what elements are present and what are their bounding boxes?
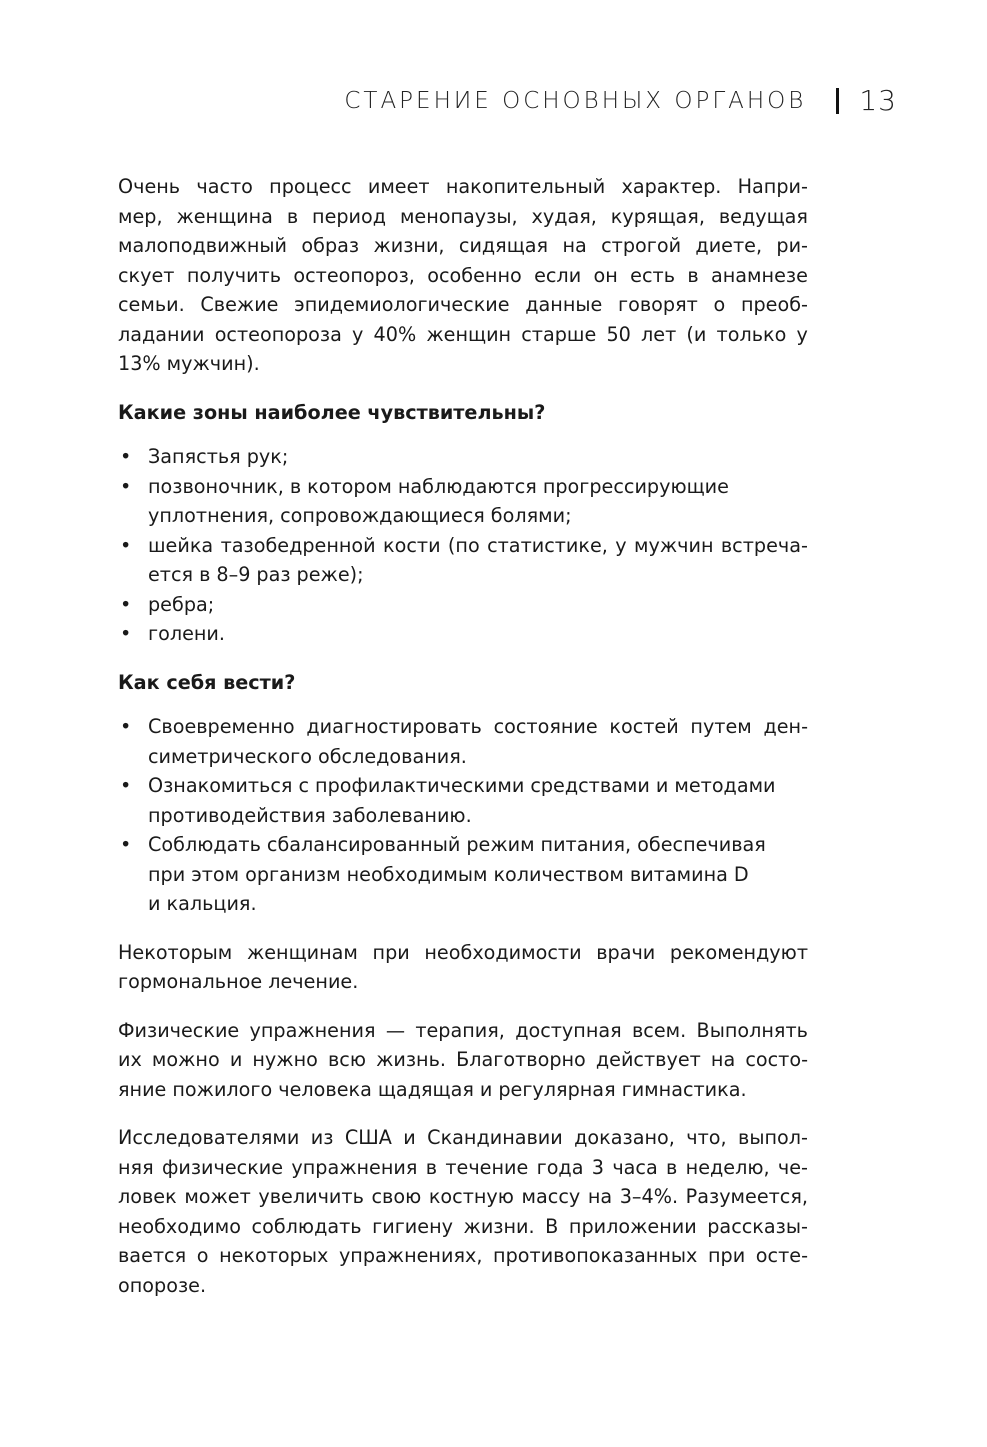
word: курящая, (610, 204, 705, 228)
word: соблюдать (251, 1214, 362, 1238)
word: рук; (246, 445, 289, 468)
word: жизни. (463, 1214, 535, 1238)
chapter-title: СТАРЕНИЕ ОСНОВНЫХ ОРГАНОВ (344, 87, 807, 114)
running-header (344, 84, 897, 117)
bullet-icon: • (120, 474, 132, 498)
word: можно (151, 1048, 220, 1071)
paragraph-osteoporosis-risk (118, 172, 808, 379)
list-item (118, 472, 808, 531)
word: диагностировать (306, 715, 482, 738)
word: нужно (252, 1048, 318, 1071)
word: в (199, 563, 211, 586)
word: гимнастика. (621, 1077, 747, 1101)
word: 50 (606, 322, 631, 346)
word: часто (196, 175, 253, 198)
list-item (118, 619, 808, 649)
list-item (118, 590, 808, 620)
word: костную (428, 1185, 514, 1208)
text-line (118, 1075, 808, 1105)
text-line (118, 231, 808, 261)
word: Скандинавии (427, 1126, 563, 1149)
word: на (587, 1185, 613, 1208)
text-line (118, 290, 808, 320)
word: США (344, 1126, 392, 1149)
word: жизни, (373, 234, 445, 257)
word: состо- (745, 1048, 808, 1071)
word: при (708, 1244, 746, 1267)
text-line (148, 531, 808, 561)
text-line (118, 1045, 808, 1075)
word: врачи (596, 940, 656, 964)
text-line (148, 860, 808, 890)
word: строгой (601, 234, 682, 257)
word: и (229, 1048, 243, 1071)
word: заболеванию. (331, 803, 472, 827)
word: котором (307, 474, 392, 498)
word: приложении (568, 1214, 697, 1238)
word: Выполнять (696, 1018, 808, 1042)
word: упражнениях, (338, 1244, 483, 1267)
list-item-text (148, 590, 808, 620)
word: только (716, 322, 787, 346)
bullet-icon: • (120, 533, 132, 557)
word: данные (525, 293, 603, 316)
word: (и (686, 322, 707, 346)
word: накопительный (445, 175, 606, 198)
text-line (118, 1016, 808, 1046)
word: раз (256, 563, 291, 586)
word: опорозе. (118, 1273, 207, 1297)
heading-sensitive-zones: Какие зоны наиболее чувствительны? (118, 400, 546, 424)
word: 3 (591, 1155, 604, 1179)
word: симетрического (148, 744, 312, 768)
word: щадящая (377, 1077, 474, 1101)
word: Физические (118, 1018, 240, 1042)
word: яние (118, 1077, 167, 1101)
word: состояние (493, 715, 598, 738)
word: семьи. (118, 293, 185, 316)
word: Свежие (200, 293, 279, 316)
word: ладании (118, 322, 205, 346)
word: анамнезе (711, 263, 808, 287)
text-line (148, 771, 808, 801)
text-line (118, 1153, 808, 1183)
word: 40% (373, 322, 417, 346)
word: болями; (490, 504, 572, 527)
word: осте- (755, 1244, 808, 1267)
word: количеством (493, 862, 624, 886)
word: прогрессирующие (542, 474, 729, 498)
word: о (196, 1244, 209, 1267)
word: упражнения (291, 1155, 418, 1179)
word: Напри- (737, 175, 808, 198)
text-line (148, 712, 808, 742)
word: в (425, 1155, 438, 1179)
word: пожилого (172, 1077, 273, 1101)
word: менопаузы, (399, 204, 518, 228)
word: что, (686, 1126, 727, 1149)
word: питания, (540, 833, 632, 856)
text-line (118, 349, 808, 379)
word: че- (777, 1155, 808, 1179)
word: Некоторым (118, 940, 233, 964)
list-item-text (148, 712, 808, 771)
text-line (118, 1241, 808, 1271)
list-item-text (148, 619, 808, 649)
text-line (118, 172, 808, 202)
word: старше (521, 322, 597, 346)
paragraph-physical-exercise (118, 1016, 808, 1105)
word: свою (371, 1185, 422, 1208)
list-recommendations (118, 712, 808, 919)
word: женщина (176, 204, 273, 228)
word: и (403, 1126, 416, 1149)
word: 8–9 (216, 563, 251, 586)
word: доступная (515, 1018, 622, 1042)
text-line (148, 830, 808, 860)
word: регулярная (498, 1077, 616, 1101)
list-item (118, 830, 808, 919)
word: кости (383, 533, 441, 557)
word: шейка (148, 533, 214, 557)
word: рассказы- (707, 1214, 808, 1238)
word: необходимости (424, 940, 582, 964)
word: при (148, 862, 186, 886)
word: витамина (629, 862, 728, 886)
text-line (148, 889, 808, 919)
word: ден- (763, 715, 808, 738)
word: он (593, 263, 618, 287)
word: процесс (269, 175, 352, 198)
word: необходимо (118, 1214, 241, 1238)
word: противопоказанных (493, 1244, 698, 1267)
word: необходимым (346, 862, 488, 886)
word: 13% (118, 352, 161, 375)
word: кальция. (166, 892, 257, 915)
word: часа (612, 1155, 658, 1179)
word: путем (690, 715, 752, 738)
list-item (118, 442, 808, 472)
word: течение (445, 1155, 529, 1179)
list-item-text (148, 531, 808, 590)
word: в (687, 263, 699, 287)
text-line (118, 1271, 808, 1301)
word: имеет (367, 175, 430, 198)
word: всю (327, 1048, 366, 1071)
word: реже); (296, 563, 364, 586)
word: Ознакомиться (148, 774, 293, 797)
paragraph-hormonal-treatment (118, 938, 808, 997)
word: гормональное (118, 970, 263, 993)
word: ловек (118, 1185, 177, 1208)
word: остеопороз, (293, 263, 415, 287)
word: Своевременно (148, 715, 295, 738)
word: вается (118, 1244, 187, 1267)
bullet-icon: • (120, 774, 132, 797)
word: сбалансированный (266, 833, 461, 856)
bullet-icon: • (120, 622, 132, 645)
text-line (118, 261, 808, 291)
word: если (534, 263, 582, 287)
word: преоб- (740, 293, 808, 316)
word: человека (278, 1077, 372, 1101)
list-item (118, 712, 808, 771)
text-line (118, 1212, 808, 1242)
word: на (562, 234, 587, 257)
word: наблюдаются (397, 474, 537, 498)
text-line (118, 967, 808, 997)
word: (по (447, 533, 480, 557)
word: получить (186, 263, 282, 287)
text-line (148, 590, 808, 620)
word: есть (630, 263, 675, 287)
word: D (733, 862, 749, 886)
word: Исследователями (118, 1126, 300, 1149)
text-line (148, 501, 808, 531)
word: о (713, 293, 726, 316)
word: женщинам (246, 940, 358, 964)
word: всем. (631, 1018, 687, 1042)
word: у (796, 322, 808, 346)
text-line (118, 1123, 808, 1153)
word: ведущая (718, 204, 808, 228)
word: с (298, 774, 310, 797)
word: и (655, 774, 669, 797)
text-line (148, 742, 808, 772)
word: няя (118, 1155, 154, 1179)
word: женщин (426, 322, 512, 346)
word: период (312, 204, 387, 228)
word: терапия, (415, 1018, 505, 1042)
text-line (118, 938, 808, 968)
word: методами (674, 774, 776, 797)
word: выпол- (738, 1126, 808, 1149)
bullet-icon: • (120, 833, 132, 856)
word: обследования. (317, 744, 467, 768)
word: на (710, 1048, 736, 1071)
word: увеличить (258, 1185, 364, 1208)
text-line (148, 619, 808, 649)
list-sensitive-zones (118, 442, 808, 649)
word: мужчин (634, 533, 714, 557)
word: эпидемиологические (294, 293, 510, 316)
word: Благотворно (456, 1048, 586, 1071)
list-item-text (148, 472, 808, 531)
word: голени. (148, 622, 226, 645)
word: мер, (118, 204, 163, 228)
word: тазобедренной (220, 533, 376, 557)
word: Соблюдать (148, 833, 261, 856)
word: костей (609, 715, 679, 738)
word: из (310, 1126, 334, 1149)
word: худая, (531, 204, 597, 228)
list-item (118, 531, 808, 590)
word: ри- (776, 234, 808, 257)
word: этом (191, 862, 240, 886)
header-separator (836, 88, 839, 114)
word: действует (595, 1048, 701, 1071)
list-item (118, 771, 808, 830)
paragraph-research-findings (118, 1123, 808, 1300)
bullet-icon: • (120, 592, 132, 616)
word: и (479, 1077, 493, 1101)
text-line (148, 560, 808, 590)
word: мужчин). (166, 352, 260, 375)
word: упражнения (249, 1018, 376, 1042)
list-item-text (148, 771, 808, 830)
word: ребра; (148, 592, 215, 616)
word: Запястья (148, 445, 241, 468)
word: средствами (530, 774, 650, 797)
word: обеспечивая (637, 833, 766, 856)
word: скует (118, 263, 175, 287)
word: ется (148, 563, 194, 586)
word: организм (245, 862, 341, 886)
word: рекомендуют (669, 940, 808, 964)
word: В (545, 1214, 559, 1238)
word: у (615, 533, 627, 557)
text-line (118, 320, 808, 350)
word: в (666, 1155, 678, 1179)
word: некоторых (219, 1244, 329, 1267)
word: противодействия (148, 803, 326, 827)
word: Очень (118, 175, 181, 198)
word: неделю, (685, 1155, 770, 1179)
bullet-icon: • (120, 715, 132, 738)
word: характер. (621, 175, 722, 198)
word: — (385, 1018, 406, 1042)
text-line (118, 202, 808, 232)
page-number: 13 (859, 84, 897, 117)
word: их (118, 1048, 142, 1071)
bullet-icon: • (120, 445, 132, 468)
word: сидящая (458, 234, 549, 257)
word: статистике, (487, 533, 608, 557)
word: года (536, 1155, 584, 1179)
text-line (118, 1182, 808, 1212)
word: 3–4%. (619, 1185, 679, 1208)
word: доказано, (574, 1126, 675, 1149)
word: режим (466, 833, 535, 856)
text-line (148, 442, 808, 472)
word: лет (641, 322, 677, 346)
word: встреча- (720, 533, 808, 557)
word: и (148, 892, 161, 915)
word: Разумеется, (685, 1185, 808, 1208)
word: позвоночник, (148, 474, 284, 498)
word: гигиену (372, 1214, 453, 1238)
text-line (148, 801, 808, 831)
word: физические (161, 1155, 284, 1179)
word: в (289, 474, 302, 498)
word: может (184, 1185, 251, 1208)
word: жизнь. (376, 1048, 446, 1071)
word: при (372, 940, 410, 964)
word: лечение. (268, 970, 359, 993)
word: в (286, 204, 299, 228)
word: остеопороза (214, 322, 342, 346)
word: особенно (427, 263, 522, 287)
word: массу (521, 1185, 581, 1208)
word: сопровождающиеся (280, 504, 485, 527)
page-body (118, 172, 808, 1319)
heading-how-to-behave: Как себя вести? (118, 670, 296, 694)
word: профилактическими (315, 774, 525, 797)
word: малоподвижный (118, 234, 288, 257)
word: диете, (695, 234, 763, 257)
word: образ (301, 234, 360, 257)
list-item-text (148, 830, 808, 919)
word: у (352, 322, 364, 346)
list-item-text (148, 442, 808, 472)
text-line (148, 472, 808, 502)
word: говорят (618, 293, 698, 316)
word: уплотнения, (148, 504, 275, 527)
